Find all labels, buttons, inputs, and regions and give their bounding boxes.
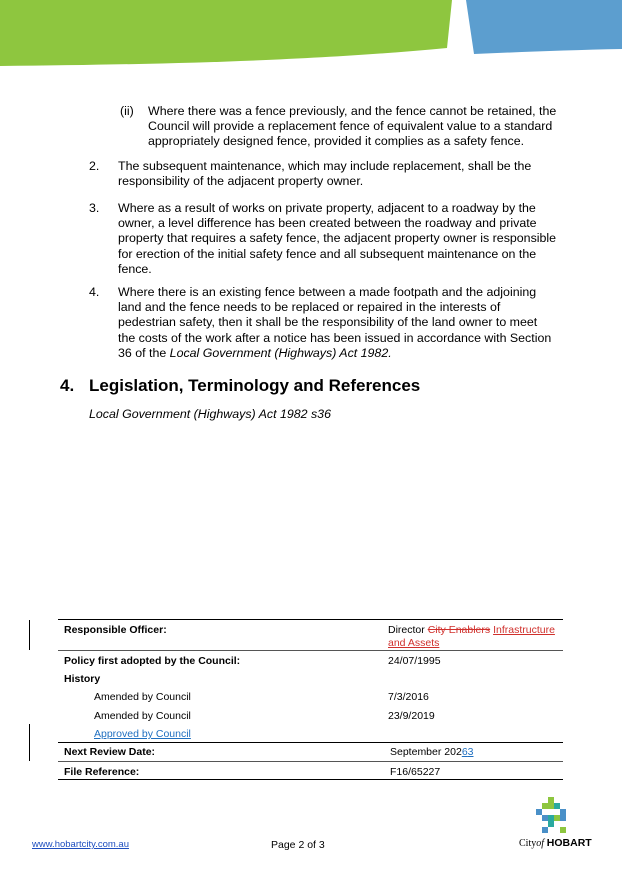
logo-square: [560, 815, 566, 821]
logo-square: [554, 803, 560, 809]
deleted-text: 3: [467, 746, 474, 758]
text-line: The subsequent maintenance, which may include replacement, shall be the: [118, 159, 532, 173]
text-line: responsibility of the adjacent property owner.: [118, 174, 364, 189]
row-label: Next Review Date:: [64, 746, 156, 758]
row-value: F16/65227: [390, 766, 441, 778]
list-item-text: [118, 159, 531, 189]
row-value: [390, 746, 474, 758]
logo-square: [542, 827, 548, 833]
revision-bar: [29, 620, 30, 650]
row-value: [388, 624, 563, 650]
text-line: property that requires a safety fence, the adjacent property owner is responsible: [118, 231, 557, 246]
sub-item-label: (ii): [120, 104, 134, 118]
value-text: Director: [388, 624, 425, 636]
inserted-text: and Assets: [388, 637, 440, 649]
history-label-inserted: Approved by Council: [94, 728, 191, 740]
logo-hobart-text: HOBART: [546, 837, 592, 849]
text-span: 36 of the: [118, 345, 170, 360]
history-value: 23/9/2019: [388, 710, 435, 722]
logo-square: [536, 809, 542, 815]
text-line: Where there is an existing fence between a made footpath and the adjoining: [118, 285, 537, 299]
logo-square: [542, 815, 548, 821]
sub-item-text: [148, 104, 568, 150]
website-link[interactable]: www.hobartcity.com.au: [32, 839, 129, 850]
row-label: Responsible Officer:: [64, 624, 167, 636]
table-rule: [58, 761, 563, 762]
act-citation: Local Government (Highways) Act 1982.: [169, 345, 392, 360]
city-of-hobart-logo: [519, 837, 592, 849]
list-item-text: [118, 285, 568, 361]
value-text: September 202: [390, 746, 462, 758]
history-label: Amended by Council: [94, 710, 191, 722]
text-line: the costs of the work after a notice has been issued in accordance with Section: [118, 330, 552, 345]
logo-square: [560, 827, 566, 833]
list-item-text: [118, 201, 568, 277]
section-title: Legislation, Terminology and References: [89, 376, 421, 395]
text-line: Where there was a fence previously, and the fence cannot be retained, the: [148, 104, 557, 118]
logo-square: [548, 821, 554, 827]
row-value: 24/07/1995: [388, 655, 441, 667]
header-banner: [0, 0, 622, 70]
list-item-number: 2.: [89, 159, 100, 173]
table-rule: [58, 619, 563, 620]
text-line: pedestrian safety, then it shall be the responsibility of the land owner to meet: [118, 315, 538, 330]
reference-text: Local Government (Highways) Act 1982 s36: [89, 407, 331, 421]
inserted-text: 6: [461, 746, 468, 758]
table-rule: [58, 779, 563, 780]
logo-square: [560, 809, 566, 815]
table-rule: [58, 650, 563, 651]
text-line: fence.: [118, 261, 152, 276]
row-label: File Reference:: [64, 766, 140, 778]
table-rule: [58, 742, 563, 743]
text-line: owner, a level difference has been created between the roadway and private: [118, 216, 537, 231]
row-label: Policy first adopted by the Council:: [64, 655, 241, 667]
deleted-text: City Enablers: [427, 624, 491, 636]
logo-square: [548, 803, 554, 809]
row-label: History: [64, 673, 101, 685]
logo-of-text: of: [536, 838, 545, 849]
text-line: [118, 346, 568, 361]
inserted-text: Infrastructure: [493, 624, 555, 636]
logo-square: [548, 815, 554, 821]
history-label: Amended by Council: [94, 691, 191, 703]
text-line: Where as a result of works on private property, adjacent to a roadway by the: [118, 201, 536, 215]
logo-city-text: City: [519, 838, 537, 849]
text-line: Council will provide a replacement fence of equivalent value to a standard: [148, 119, 553, 134]
logo-square: [554, 815, 560, 821]
page-number: Page 2 of 3: [271, 839, 325, 851]
text-line: appropriately designed fence, provided it complies as a safety fence.: [148, 134, 525, 149]
list-item-number: 4.: [89, 285, 100, 299]
history-value: 7/3/2016: [388, 691, 429, 703]
logo-square: [548, 797, 554, 803]
text-line: land and the fence needs to be replaced or repaired in the interests of: [118, 300, 501, 315]
section-number: 4.: [60, 376, 75, 395]
logo-square: [542, 803, 548, 809]
list-item-number: 3.: [89, 201, 100, 215]
city-logo-icon: [536, 797, 572, 833]
revision-bar: [29, 724, 30, 761]
text-line: for erection of the initial safety fence and all subsequent maintenance on the: [118, 246, 537, 261]
